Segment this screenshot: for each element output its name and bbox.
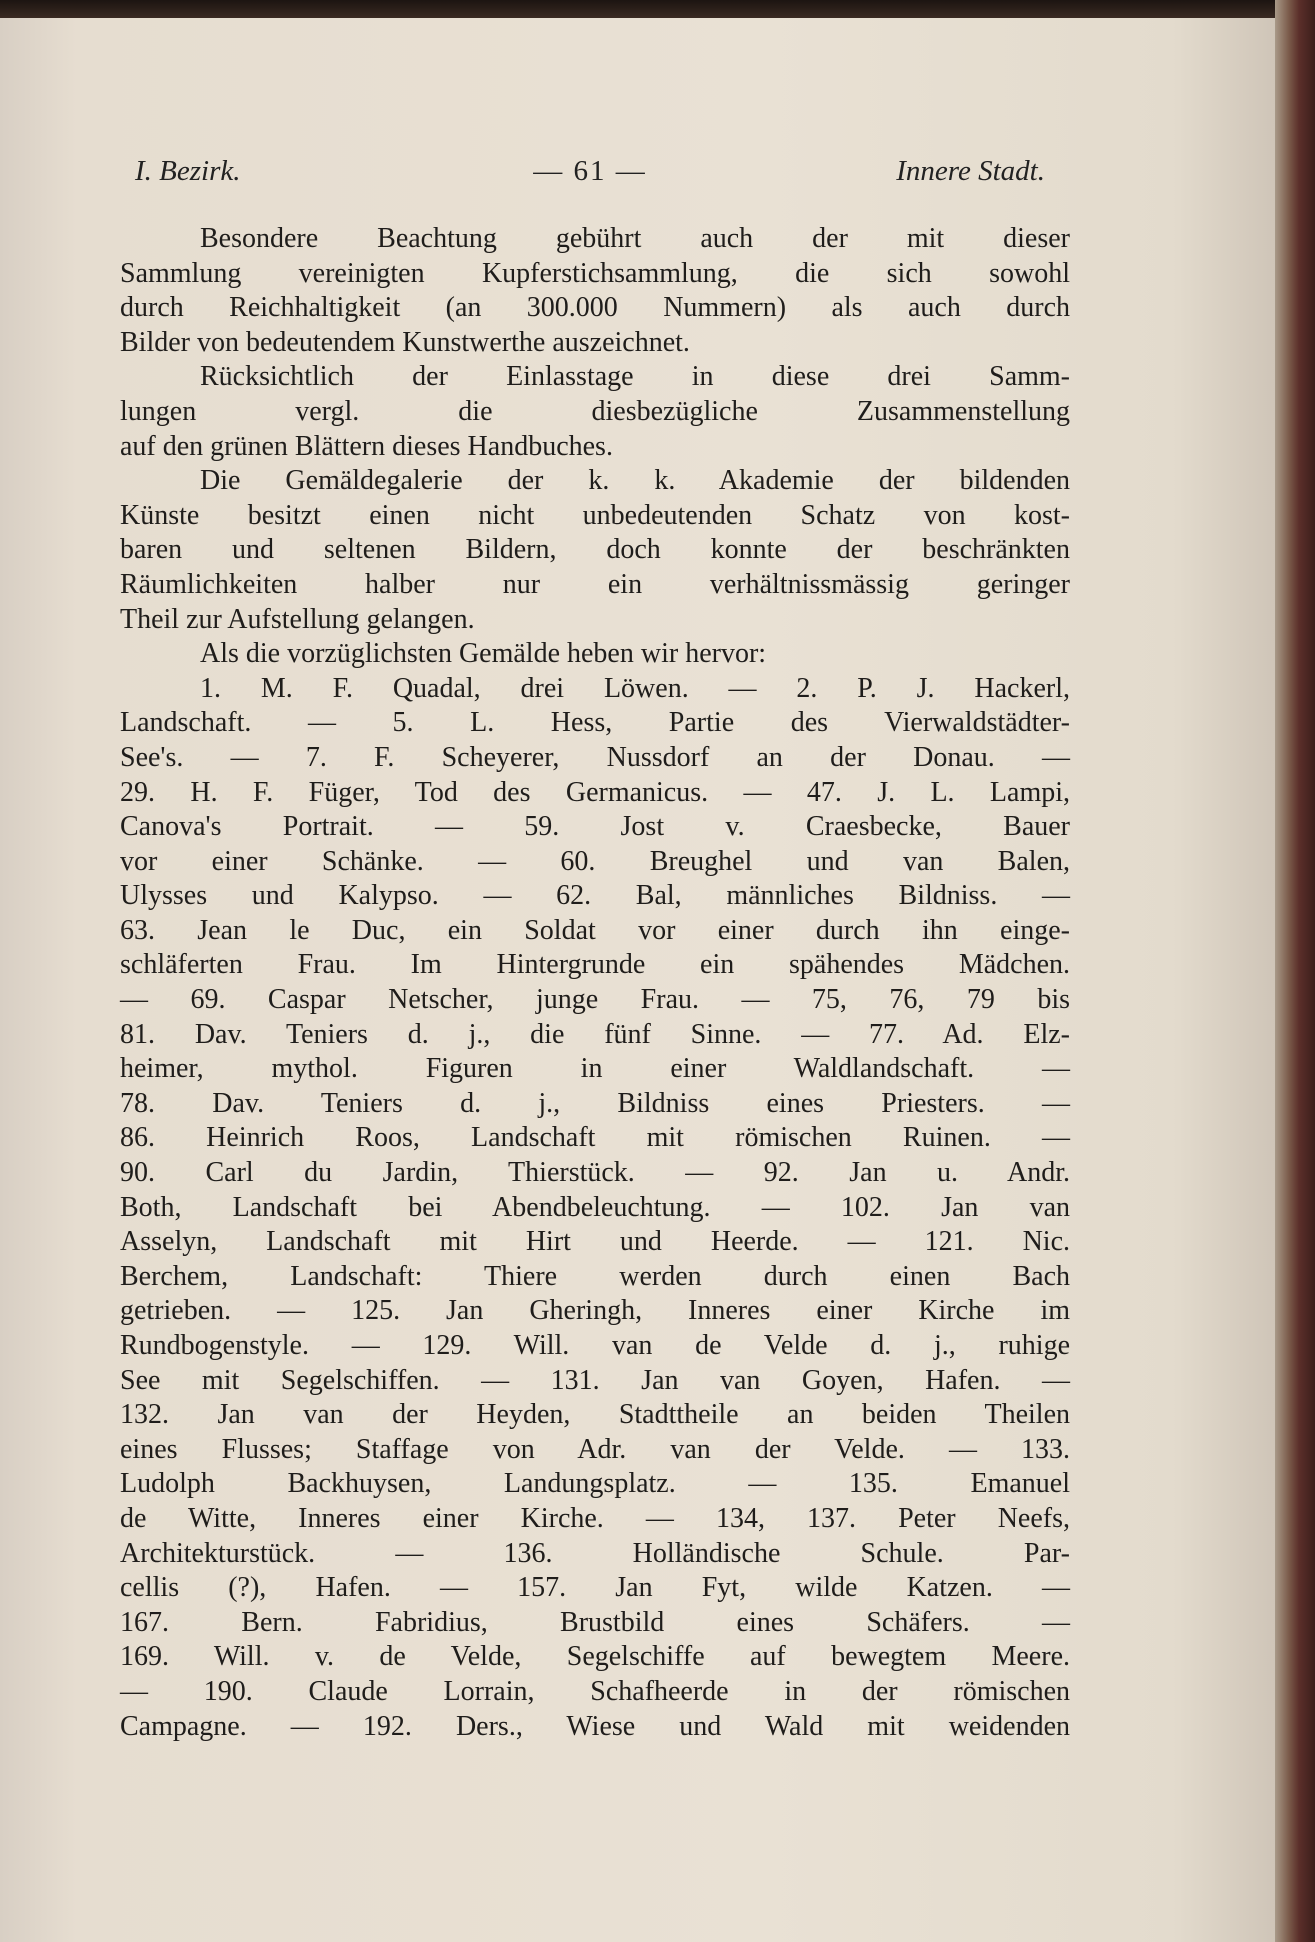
text-line: de Witte, Inneres einer Kirche. — 134, 137. Peter Neefs, bbox=[120, 1502, 1070, 1534]
text-line: — 69. Caspar Netscher, junge Frau. — 75, 76, 79 bis bbox=[120, 984, 1070, 1016]
text-line: eines Flusses; Staffage von Adr. van der Velde. — 133. bbox=[120, 1433, 1070, 1465]
text-line: Both, Landschaft bei Abendbeleuchtung. — 102. Jan van bbox=[120, 1191, 1070, 1223]
text-line: auf den grünen Blättern dieses Handbuches. bbox=[120, 430, 613, 462]
text-line: 169. Will. v. de Velde, Segelschiffe auf bewegtem Meere. bbox=[120, 1641, 1070, 1673]
text-line: Als die vorzüglichsten Gemälde heben wir hervor: bbox=[200, 638, 767, 670]
text-line: 78. Dav. Teniers d. j., Bildniss eines Priesters. — bbox=[120, 1087, 1070, 1119]
text-line: 1. M. F. Quadal, drei Löwen. — 2. P. J. Hackerl, bbox=[200, 672, 1070, 704]
top-binding-band bbox=[0, 0, 1315, 18]
text-line: Campagne. — 192. Ders., Wiese und Wald mit weidenden bbox=[120, 1710, 1070, 1742]
text-line: Künste besitzt einen nicht unbedeutenden Schatz von kost- bbox=[120, 499, 1070, 531]
text-line: 132. Jan van der Heyden, Stadttheile an beiden Theilen bbox=[120, 1399, 1070, 1431]
text-line: Die Gemäldegalerie der k. k. Akademie der bildenden bbox=[200, 465, 1070, 497]
text-line: heimer, mythol. Figuren in einer Waldlandschaft. — bbox=[120, 1053, 1070, 1085]
text-line: — 190. Claude Lorrain, Schafheerde in der römischen bbox=[120, 1675, 1070, 1707]
text-line: See's. — 7. F. Scheyerer, Nussdorf an der Donau. — bbox=[120, 741, 1070, 773]
text-line: cellis (?), Hafen. — 157. Jan Fyt, wilde Katzen. — bbox=[120, 1572, 1070, 1604]
text-line: Sammlung vereinigten Kupferstichsammlung, die sich sowohl bbox=[120, 257, 1070, 289]
text-line: 86. Heinrich Roos, Landschaft mit römischen Ruinen. — bbox=[120, 1122, 1070, 1154]
header-district: I. Bezirk. bbox=[135, 155, 241, 187]
text-line: Ulysses und Kalypso. — 62. Bal, männliches Bildniss. — bbox=[120, 880, 1070, 912]
text-line: lungen vergl. die diesbezügliche Zusammenstellung bbox=[120, 395, 1070, 427]
text-line: Berchem, Landschaft: Thiere werden durch einen Bach bbox=[120, 1260, 1070, 1292]
text-line: vor einer Schänke. — 60. Breughel und van Balen, bbox=[120, 845, 1070, 877]
body-text bbox=[120, 222, 1070, 1744]
text-line: 63. Jean le Duc, ein Soldat vor einer durch ihn einge- bbox=[120, 914, 1070, 946]
page-edge-binding bbox=[1275, 0, 1315, 1942]
text-line: baren und seltenen Bildern, doch konnte der beschränkten bbox=[120, 534, 1070, 566]
text-line: Landschaft. — 5. L. Hess, Partie des Vierwaldstädter- bbox=[120, 707, 1070, 739]
text-line: See mit Segelschiffen. — 131. Jan van Goyen, Hafen. — bbox=[120, 1364, 1070, 1396]
text-line: Canova's Portrait. — 59. Jost v. Craesbecke, Bauer bbox=[120, 811, 1070, 843]
text-line: Architekturstück. — 136. Holländische Schule. Par- bbox=[120, 1537, 1070, 1569]
text-line: 29. H. F. Füger, Tod des Germanicus. — 47. J. L. Lampi, bbox=[120, 776, 1070, 808]
text-line: Rundbogenstyle. — 129. Will. van de Velde d. j., ruhige bbox=[120, 1330, 1070, 1361]
text-line: Rücksichtlich der Einlasstage in diese drei Samm- bbox=[200, 361, 1070, 393]
text-line: 90. Carl du Jardin, Thierstück. — 92. Jan u. Andr. bbox=[120, 1157, 1070, 1189]
text-line: Besondere Beachtung gebührt auch der mit dieser bbox=[200, 223, 1070, 254]
text-line: Räumlichkeiten halber nur ein verhältnissmässig geringer bbox=[120, 568, 1070, 600]
text-line: Asselyn, Landschaft mit Hirt und Heerde. — 121. Nic. bbox=[120, 1226, 1070, 1258]
text-line: durch Reichhaltigkeit (an 300.000 Nummern) als auch durch bbox=[120, 292, 1070, 324]
text-line: Theil zur Aufstellung gelangen. bbox=[120, 603, 475, 635]
text-line: getrieben. — 125. Jan Gheringh, Inneres einer Kirche im bbox=[120, 1295, 1070, 1327]
text-line: Ludolph Backhuysen, Landungsplatz. — 135. Emanuel bbox=[120, 1468, 1070, 1500]
running-header bbox=[135, 155, 1045, 195]
page-number: — 61 — bbox=[533, 155, 647, 187]
text-line: 167. Bern. Fabridius, Brustbild eines Schäfers. — bbox=[120, 1606, 1070, 1638]
text-line: schläferten Frau. Im Hintergrunde ein spähendes Mädchen. bbox=[120, 949, 1070, 981]
header-section: Innere Stadt. bbox=[896, 155, 1045, 187]
text-line: Bilder von bedeutendem Kunstwerthe auszeichnet. bbox=[120, 326, 690, 358]
text-line: 81. Dav. Teniers d. j., die fünf Sinne. — 77. Ad. Elz- bbox=[120, 1018, 1070, 1050]
